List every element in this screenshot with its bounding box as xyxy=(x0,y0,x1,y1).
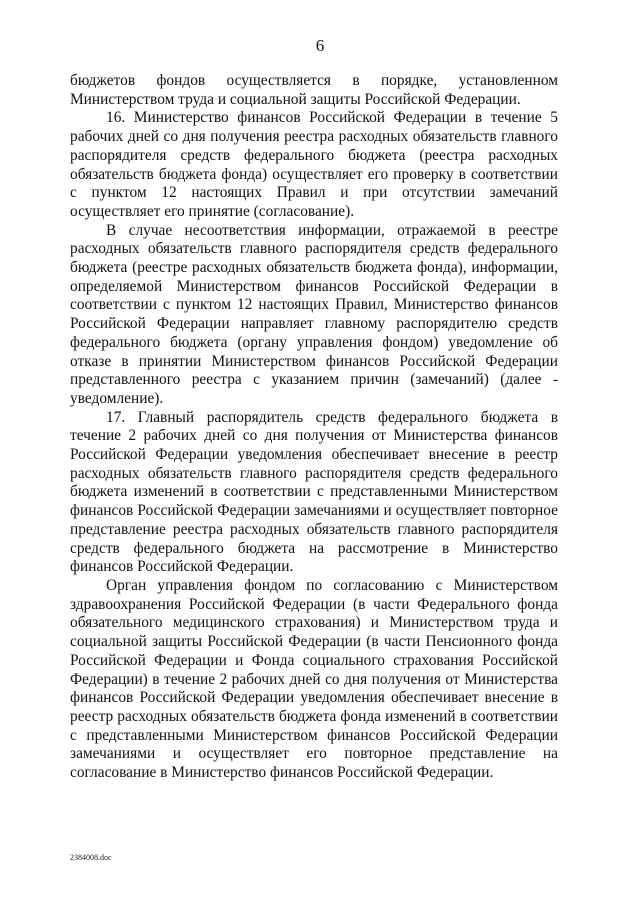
paragraph-item-16: 16. Министерство финансов Российской Федерации в течение 5 рабочих дней со дня получения реестра расходных обязательств главного распорядителя средств федерального бюджета (реестра расходных обязательств бюджета фонда) осуществляет его проверку в соответствии с пунктом 12 настоящих Правил и при отсутствии замечаний осуществляет его принятие (согласование). xyxy=(70,109,558,220)
paragraph-continuation: бюджетов фондов осуществляется в порядке, установленном Министерством труда и социальной защиты Российской Федерации. xyxy=(70,72,558,108)
page-number: 6 xyxy=(315,36,325,55)
paragraph-fund-authority: Орган управления фондом по согласованию с Министерством здравоохранения Российской Федерации (в части Федерального фонда обязательного медицинского страхования) и Министерством труда и социальной защиты Российской Федерации (в части Пенсионного фонда Российской Федерации и Фонда социального страхования Российской Федерации) в течение 2 рабочих дней со дня получения от Министерства финансов Российской Федерации уведомления обеспечивает внесение в реестр расходных обязательств бюджета фонда изменений в соответствии с представленными Министерством финансов Российской Федерации замечаниями и осуществляет его повторное представление на согласование в Министерство финансов Российской Федерации. xyxy=(70,576,558,782)
document-body xyxy=(70,72,558,783)
footer-filename: 2384008.doc xyxy=(70,853,112,862)
paragraph-item-17: 17. Главный распорядитель средств федерального бюджета в течение 2 рабочих дней со дня получения от Министерства финансов Российской Федерации уведомления обеспечивает внесение в реестр расходных обязательств главного распорядителя средств федерального бюджета изменений в соответствии с представленными Министерством финансов Российской Федерации замечаниями и осуществляет повторное представление реестра расходных обязательств главного распорядителя средств федерального бюджета на рассмотрение в Министерство финансов Российской Федерации. xyxy=(70,408,558,576)
paragraph-mismatch-notice: В случае несоответствия информации, отражаемой в реестре расходных обязательств главного распорядителя средств федерального бюджета (реестре расходных обязательств бюджета фонда), информации, определяемой Министерством финансов Российской Федерации в соответствии с пунктом 12 настоящих Правил, Министерство финансов Российской Федерации направляет главному распорядителю средств федерального бюджета (органу управления фондом) уведомление об отказе в принятии Министерством финансов Российской Федерации представленного реестра с указанием причин (замечаний) (далее - уведомление). xyxy=(70,221,558,407)
